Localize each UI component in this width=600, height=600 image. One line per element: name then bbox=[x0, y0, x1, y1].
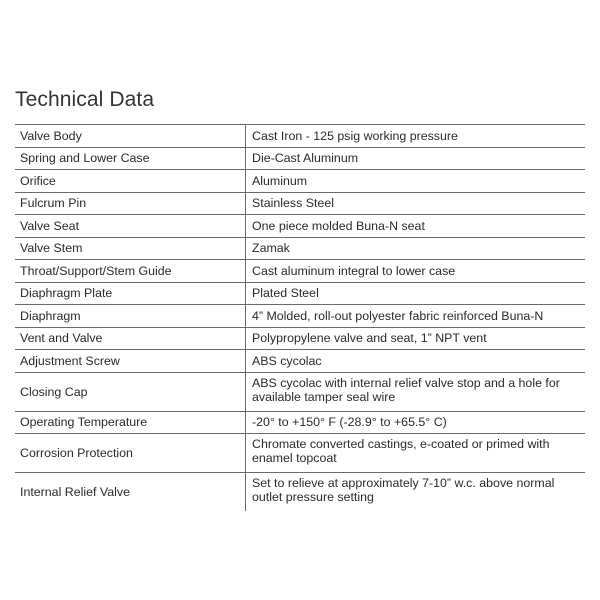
table-row bbox=[15, 260, 585, 283]
row-label: Throat/Support/Stem Guide bbox=[15, 260, 246, 283]
row-value: Chromate converted castings, e-coated or primed with enamel topcoat bbox=[246, 434, 586, 473]
row-value: Die-Cast Aluminum bbox=[246, 147, 586, 170]
row-label: Corrosion Protection bbox=[15, 434, 246, 473]
row-label: Orifice bbox=[15, 170, 246, 193]
row-label: Adjustment Screw bbox=[15, 350, 246, 373]
row-label: Fulcrum Pin bbox=[15, 192, 246, 215]
table-row bbox=[15, 147, 585, 170]
row-value: Polypropylene valve and seat, 1” NPT vent bbox=[246, 327, 586, 350]
table-row bbox=[15, 350, 585, 373]
row-label: Valve Stem bbox=[15, 237, 246, 260]
row-label: Internal Relief Valve bbox=[15, 473, 246, 512]
row-label: Diaphragm bbox=[15, 305, 246, 328]
table-row bbox=[15, 170, 585, 193]
row-value: Cast aluminum integral to lower case bbox=[246, 260, 586, 283]
row-label: Closing Cap bbox=[15, 372, 246, 411]
row-label: Vent and Valve bbox=[15, 327, 246, 350]
table-row bbox=[15, 282, 585, 305]
row-label: Valve Seat bbox=[15, 215, 246, 238]
row-value: ABS cycolac with internal relief valve stop and a hole for available tamper seal wire bbox=[246, 372, 586, 411]
row-value: Aluminum bbox=[246, 170, 586, 193]
table-row bbox=[15, 305, 585, 328]
row-value: 4” Molded, roll-out polyester fabric reinforced Buna-N bbox=[246, 305, 586, 328]
row-value: One piece molded Buna-N seat bbox=[246, 215, 586, 238]
row-label: Valve Body bbox=[15, 125, 246, 148]
row-value: Zamak bbox=[246, 237, 586, 260]
table-row bbox=[15, 411, 585, 434]
row-label: Diaphragm Plate bbox=[15, 282, 246, 305]
table-row bbox=[15, 372, 585, 411]
row-value: Cast Iron - 125 psig working pressure bbox=[246, 125, 586, 148]
table-row bbox=[15, 237, 585, 260]
table-row bbox=[15, 215, 585, 238]
table-row bbox=[15, 125, 585, 148]
row-value: Set to relieve at approximately 7-10” w.c. above normal outlet pressure setting bbox=[246, 473, 586, 512]
table-row bbox=[15, 192, 585, 215]
table-row bbox=[15, 327, 585, 350]
page-title: Technical Data bbox=[15, 88, 155, 111]
row-value: Plated Steel bbox=[246, 282, 586, 305]
row-value: -20° to +150° F (-28.9° to +65.5° C) bbox=[246, 411, 586, 434]
table-row bbox=[15, 473, 585, 512]
row-value: Stainless Steel bbox=[246, 192, 586, 215]
technical-data-table bbox=[15, 124, 585, 511]
row-label: Spring and Lower Case bbox=[15, 147, 246, 170]
row-value: ABS cycolac bbox=[246, 350, 586, 373]
table-row bbox=[15, 434, 585, 473]
row-label: Operating Temperature bbox=[15, 411, 246, 434]
